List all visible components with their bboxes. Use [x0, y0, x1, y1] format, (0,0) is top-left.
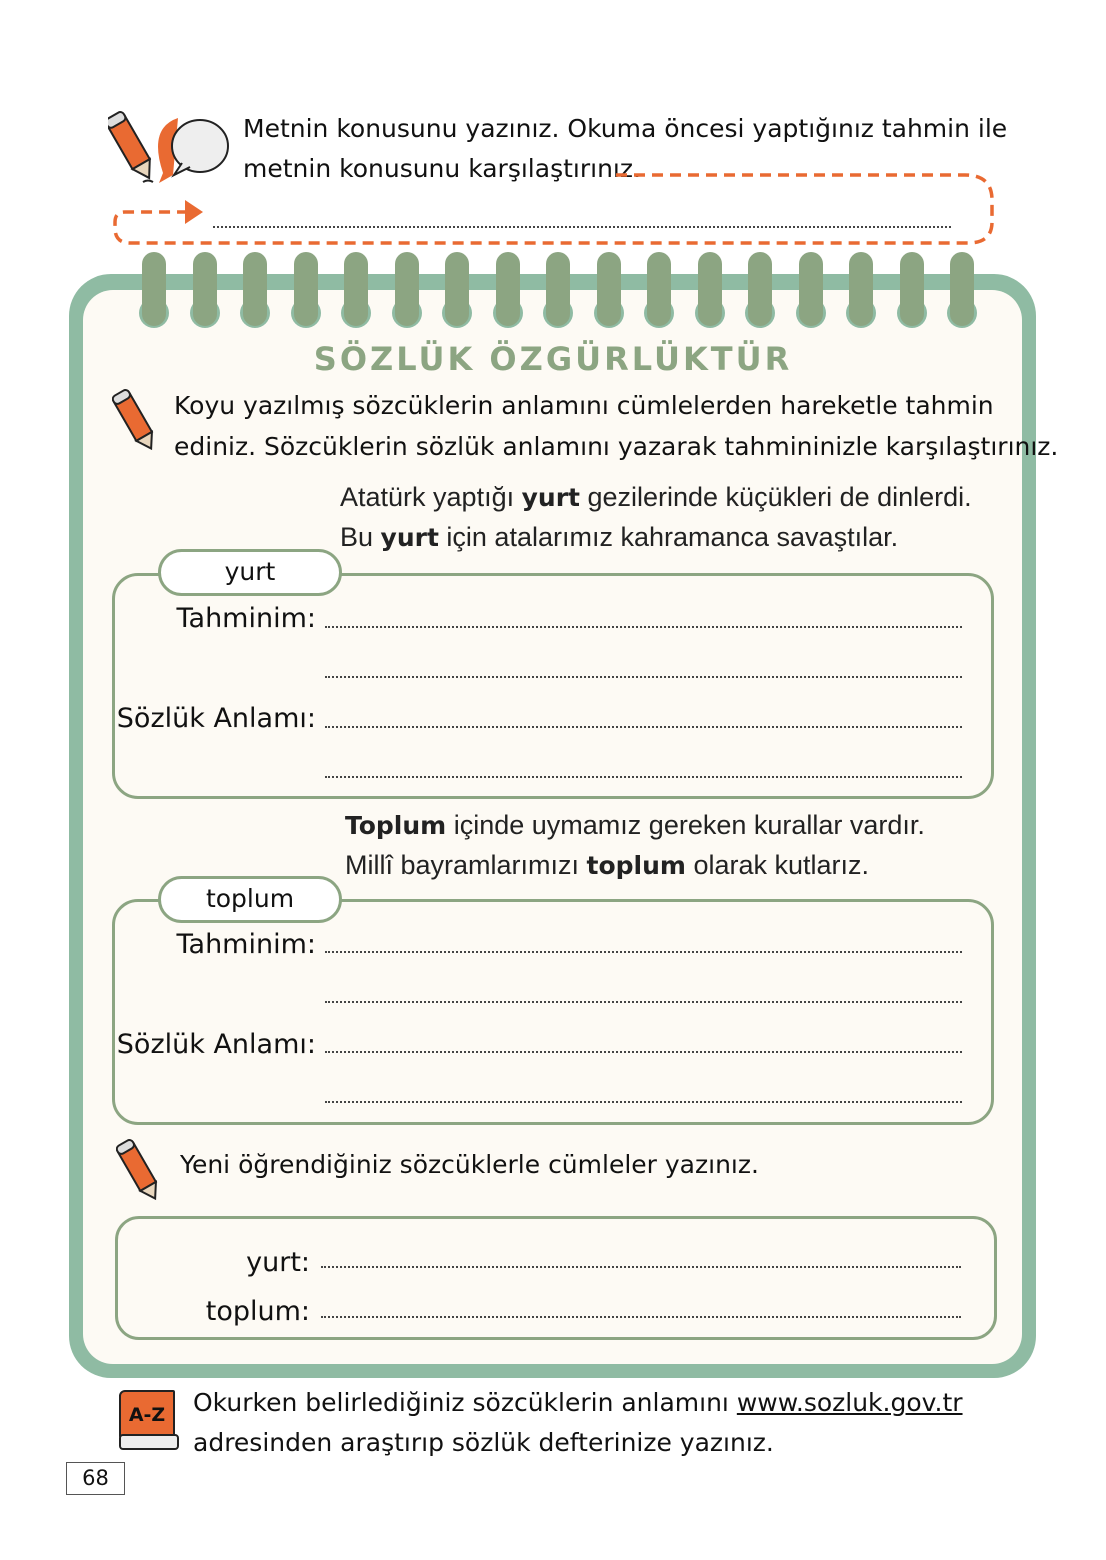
guess-line[interactable]: [325, 1001, 962, 1003]
sentence-line[interactable]: [321, 1266, 961, 1268]
example-sentence: Bu yurt için atalarımız kahramanca savaştılar.: [340, 522, 899, 552]
meaning-line[interactable]: [325, 1051, 962, 1053]
top-task-line1: Metnin konusunu yazınız. Okuma öncesi yaptığınız tahmin ile: [243, 114, 1008, 143]
spiral-ring: [950, 252, 974, 326]
guess-line[interactable]: [325, 676, 962, 678]
pencil-icon: [116, 1136, 166, 1208]
spiral-ring: [344, 252, 368, 326]
meaning-line[interactable]: [325, 726, 962, 728]
spiral-ring: [900, 252, 924, 326]
instruction-line2: ediniz. Sözcüklerin sözlük anlamını yazarak tahmininizle karşılaştırınız.: [174, 432, 1059, 461]
guess-label: Tahminim:: [176, 929, 316, 960]
meaning-line[interactable]: [325, 1101, 962, 1103]
spiral-ring: [243, 252, 267, 326]
meaning-label: Sözlük Anlamı:: [116, 703, 316, 734]
spiral-ring: [395, 252, 419, 326]
spiral-ring: [698, 252, 722, 326]
sentence-line[interactable]: [321, 1316, 961, 1318]
sentence-label-yurt: yurt:: [246, 1247, 310, 1278]
spiral-ring: [193, 252, 217, 326]
example-sentence: Millî bayramlarımızı toplum olarak kutlarız.: [345, 850, 870, 880]
topic-answer-line[interactable]: [213, 226, 951, 228]
arrow-icon: [185, 200, 203, 224]
page-title: SÖZLÜK ÖZGÜRLÜKTÜR: [313, 340, 793, 378]
spiral-ring: [597, 252, 621, 326]
spiral-ring: [799, 252, 823, 326]
top-task-line2: metnin konusunu karşılaştırınız.: [243, 154, 641, 183]
dictionary-book-icon: A-Z: [115, 1390, 179, 1452]
spiral-ring: [496, 252, 520, 326]
meaning-line[interactable]: [325, 776, 962, 778]
word-tab: toplum: [158, 876, 342, 923]
example-sentence: Atatürk yaptığı yurt gezilerinde küçükleri de dinlerdi.: [340, 482, 972, 512]
spiral-ring: [445, 252, 469, 326]
sentence-label-toplum: toplum:: [205, 1296, 310, 1327]
meaning-label: Sözlük Anlamı:: [116, 1029, 316, 1060]
answer-dashed-frame: [0, 0, 1106, 260]
footer-line1: Okurken belirlediğiniz sözcüklerin anlamını www.sozluk.gov.tr: [193, 1388, 963, 1417]
spiral-ring: [546, 252, 570, 326]
example-sentence: Toplum içinde uymamız gereken kurallar vardır.: [345, 810, 925, 840]
guess-line[interactable]: [325, 951, 962, 953]
spiral-ring: [849, 252, 873, 326]
spiral-ring: [294, 252, 318, 326]
footer-line2: adresinden araştırıp sözlük defterinize yazınız.: [193, 1428, 774, 1457]
pencil-icon: [112, 386, 162, 458]
spiral-ring: [748, 252, 772, 326]
instruction-line1: Koyu yazılmış sözcüklerin anlamını cümlelerden hareketle tahmin: [174, 391, 994, 420]
dictionary-link[interactable]: www.sozluk.gov.tr: [736, 1388, 963, 1417]
guess-line[interactable]: [325, 626, 962, 628]
spiral-ring: [647, 252, 671, 326]
word-tab: yurt: [158, 549, 342, 596]
spiral-ring: [142, 252, 166, 326]
page-number: 68: [66, 1462, 125, 1495]
sentence-task-text: Yeni öğrendiğiniz sözcüklerle cümleler yazınız.: [180, 1150, 759, 1179]
guess-label: Tahminim:: [176, 603, 316, 634]
